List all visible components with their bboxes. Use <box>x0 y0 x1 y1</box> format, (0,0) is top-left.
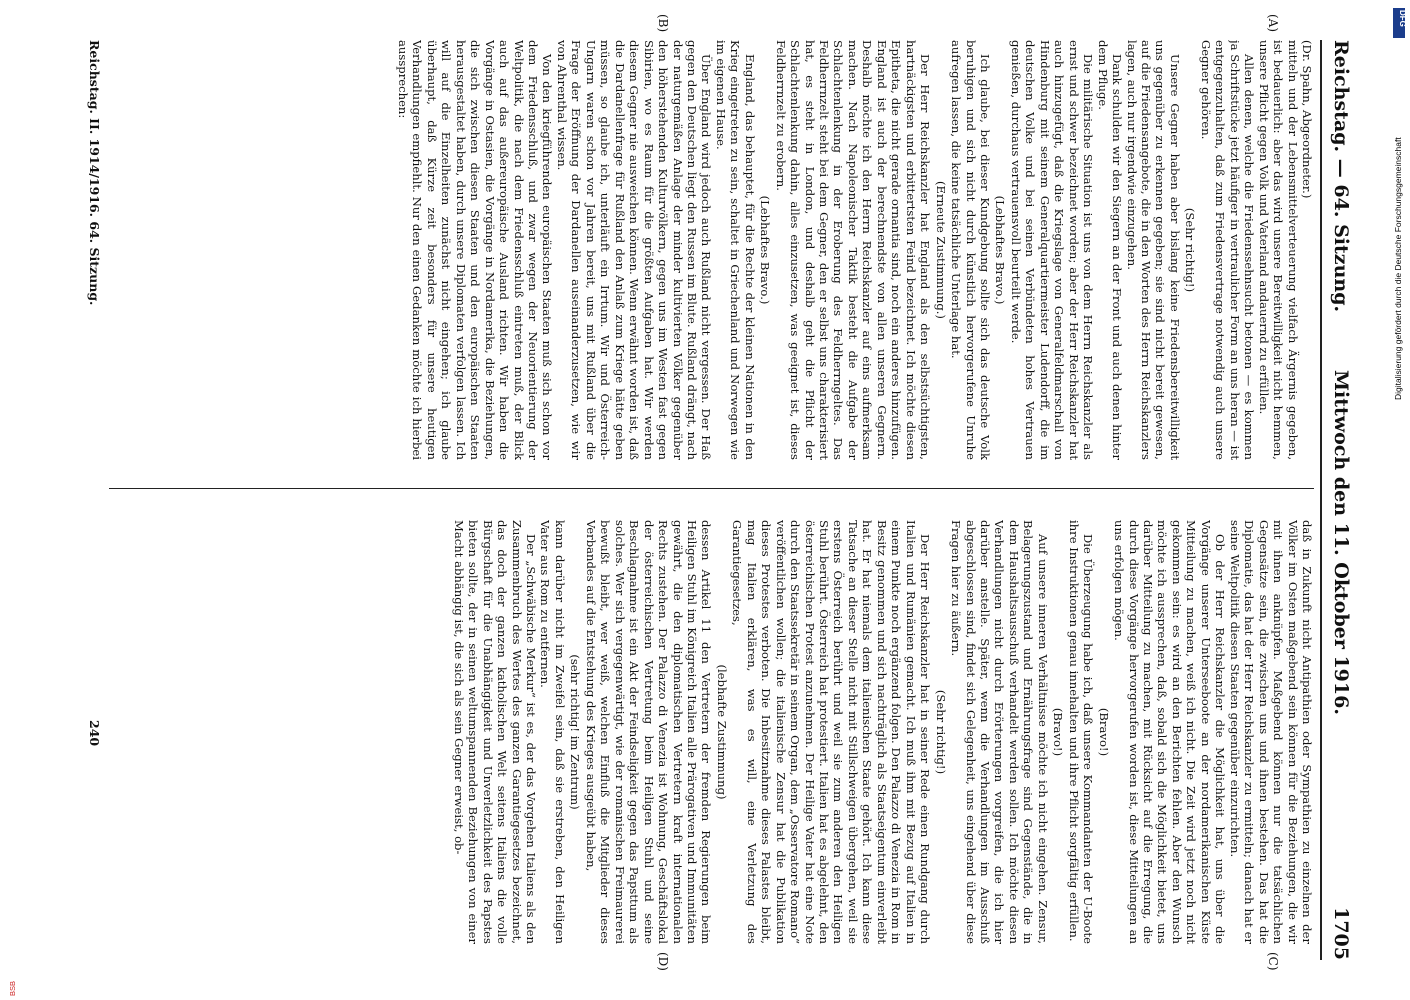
margin-mark-c: (C) <box>1266 952 1280 971</box>
header-center: Mittwoch den 11. Oktober 1916. <box>1330 370 1352 715</box>
interjection: (lebhafte Zustimmung) <box>714 664 729 800</box>
right-column <box>109 520 1314 944</box>
header-page-number: 1705 <box>1330 907 1352 960</box>
page-footer-signature: 240 <box>87 720 102 747</box>
page-footer-left: Reichstag. II. 1914/1916. 64. Sitzung. <box>87 40 102 306</box>
interjection: (Bravo!) <box>1051 707 1066 757</box>
page-header <box>1324 40 1352 960</box>
dfg-credit-text: Digitalisierung gefördert durch die Deutsche Forschungsgemeinschaft <box>1393 137 1403 400</box>
column-divider <box>109 488 1314 489</box>
paragraph: dessen Artikel 11 den Vertretern der fremden Regierungen beim Heiligen Stuhl im Königreich Italien alle Prärogativen und Immunitäten gewährt, die den diplomatischen Vertretern kraft internationalen Rechts zustehen. Der Palazzo di Venezia ist Wohnung, Geschäftslokal der österreichischen Vertretung beim Heiligen Stuhl und seine Beschlagnahme ist ein Akt der Feindseligkeit gegen das Papsttum als solches. Wer sich vergegenwärtigt, wie der romanischen Freimaurerei bewußt bleibt, wer weiß, welchen Einfluß die Mitglieder dieses Verbandes auf die Entstehung des Krieges ausgeübt haben, <box>583 520 714 944</box>
header-left: Reichstag. — 64. Sitzung. <box>1330 40 1352 313</box>
paragraph: Unsere Gegner haben aber bislang keine Friedensbereitwilligkeit uns gegenüber zu erkennen gegeben; sie sind nicht bereit gewesen, auf die Friedensangebote, die in den Worten des Herrn Reichskanzlers lagen, auch nur irgendwie einzugehen. <box>1124 40 1182 460</box>
paragraph: Dank schulden wir den Siegern an der Front und auch denen hinter dem Pfluge. <box>1095 40 1125 460</box>
interjection: (Sehr richtig!) <box>1183 207 1198 293</box>
margin-mark-a: (A) <box>1266 14 1280 33</box>
interjection: (Lebhaftes Bravo.) <box>758 195 773 305</box>
interjection: (Sehr richtig!) <box>933 689 948 775</box>
bsb-mark: BSB <box>8 980 17 996</box>
paragraph: Über England wird jedoch auch Rußland nicht vergessen. Der Haß gegen den Deutschen liegt den Russen im Blute. Rußland drängt, nach der naturgemäßen Anlage der minder kultivierten Völker gegenüber den höherstehenden Kulturvölkern, gegen uns im Westen fast gegen Sibirien, wo es Raum für die größten Aufgaben hat. Wir werden diesem Gegner nie ausweichen können. Wenn erwähnt worden ist, daß die Dardanellenfrage für Rußland den Anlaß zum Kriege hätte geben müssen, so glaube ich, unterläuft ein Irrtum. Wir und Österreich-Ungarn waren schon vor Jahren bereit, uns mit Rußland über die Frage der Eröffnung der Dardanellen auseinanderzusetzen, wie wir von Ahrenthal wissen. <box>554 40 714 460</box>
left-column <box>109 40 1314 460</box>
interjection: (Bravo!) <box>1096 707 1111 757</box>
paragraph: Der „Schwäbische Merkur“ ist es, der das Vorgehen Italiens als den Zusammenbruch des Wertes des ganzen Garantiegesetzes bezeichnet, das doch der ganzen katholischen Welt seitens Italiens die volle Bürgschaft für die Unabhängigkeit und Unverletzlichkeit des Papstes bieten sollte, der in seinen weltumspannenden Beziehungen von einer Macht abhängig ist, die sich als sein Gegner erweist, ob- <box>451 520 538 944</box>
paragraph: Allen denen, welche die Friedenssehnsucht betonen — es kommen ja Schriftstücke jetzt häufiger in vertraulicher Form an uns heran — ist entgegenzuhalten, daß zum Friedensvertrage notwendig auch unsere Gegner gehören. <box>1198 40 1257 460</box>
paragraph: Ich glaube, bei dieser Kundgebung sollte sich das deutsche Volk beruhigen und sich nicht durch künstlich hervorgerufene Unruhe aufregen lassen, die keine tatsächliche Unterlage hat. <box>949 40 993 460</box>
document-page <box>40 0 1370 1000</box>
header-rule <box>1320 40 1322 960</box>
margin-mark-b: (B) <box>656 14 670 33</box>
paragraph: mitteln und der Lebensmittelverteuerung vielfach Ärgernis gegeben, ist bedauerlich: aber das wird unsere Bereitwilligkeit nicht hemmen, unsere Pflicht gegen Volk und Vaterland andauernd zu erfüllen. <box>1256 40 1300 460</box>
margin-mark-d: (D) <box>656 952 670 971</box>
paragraph: Der Herr Reichskanzler hat England als den selbstsüchtigsten, hartnäckigsten und erbittertsten Feind bezeichnet. Ich möchte diesen Epitheta, die nicht gerade ornantia sind, noch ein anderes hinzufügen. England ist auch der berechnendste von allen unseren Gegnern. Deshalb möchte ich den Herrn Reichskanzler auf eins aufmerksam machen. Nach Napoleonischer Taktik besteht die Aufgabe der Schlachtenlenkung in der Eroberung des Feldherrngeltes. Das Feldherrnzelt steht bei dem Gegner, den er selbst uns charakterisiert hat, es steht in London, und deshalb geht die Pflicht der Schlachtenlenkung dahin, alles einzusetzen, was geeignet ist, dieses Feldherrnzelt zu erobern. <box>773 40 933 460</box>
paragraph: Ob der Herr Reichskanzler die Möglichkeit hat, uns über die Vorgänge unserer Unterseeboote an der nordamerikanischen Küste Mitteilung zu machen, weiß ich nicht. Die Zeit wird jetzt noch nicht gekommen sein: es wird an den Berichten fehlen. Aber den Wunsch möchte ich aussprechen, daß, sobald sich die Möglichkeit bietet, uns darüber Mitteilung zu machen, mit Rücksicht auf die Erregung, die durch diese Vorgänge hervorgerufen worden ist, diese Mitteilungen an uns erfolgen mögen. <box>1112 520 1228 944</box>
speaker-label: (Dr. Spahn, Abgeordneter.) <box>1300 40 1314 199</box>
paragraph: Die militärische Situation ist uns von dem Herrn Reichskanzler als ernst und schwer bezeichnet worden; aber der Herr Reichskanzler hat auch hinzugefügt, daß die Kriegslage von Generalfeldmarschall von Hindenburg mit seinem Generalquartiermeister Ludendorff, die im deutschen Volke und bei seinen Verbündeten hohes Vertrauen genießen, durchaus vertrauensvoll beurteilt werde. <box>1008 40 1096 460</box>
interjection: (Erneute Zustimmung.) <box>933 181 948 319</box>
paragraph: England, das behauptet, für die Rechte der kleinen Nationen in den Krieg eingetreten zu sein, schaltet in Griechenland und Norwegen wie im eigenen Hause. <box>713 40 757 460</box>
paragraph: Die Überzeugung habe ich, daß unsere Kommandanten der U-Boote ihre Instruktionen genau innehalten und ihre Pflicht sorgfältig erfüllen. <box>1066 520 1096 944</box>
interjection: (sehr richtig! im Zentrum) <box>568 654 583 810</box>
dfg-logo: DFG <box>1393 8 1405 38</box>
paragraph: daß in Zukunft nicht Antipathien oder Sympathien zu einzelnen der Völker im Osten maßgebend sein können für die Beziehungen, die wir mit ihnen anknüpfen. Maßgebend können nur die tatsächlichen Gegensätze sein, die zwischen uns und ihnen bestehen. Das hat die Diplomatie, das hat der Herr Reichskanzler zu ermitteln; danach hat er seine Weltpolitik diesen Staaten gegenüber einzurichten. <box>1227 520 1314 944</box>
paragraph: Von den kriegführenden europäischen Staaten muß sich schon vor dem Friedensschluß, und zwar wegen der Neuorientierung der Weltpolitik, die nach dem Friedensschluß eintreten muß, der Blick auch auf das außereuropäische Ausland richten. Wir haben die Vorgänge in Ostasien, die Vorgänge in Nordamerika, die Beziehungen, die sich zwischen diesen Staaten und den europäischen Staaten herausgestaltet haben, durch unsere Diplomaten verfolgen lassen. Ich will auf die Einzelheiten zunächst nicht eingehen; ich glaube überhaupt, daß Kürze zeit besonders für unsere heutigen Verhandlungen empfiehlt. Nur den einen Gedanken möchte ich hierbei aussprechen: <box>395 40 555 460</box>
paragraph: kann darüber nicht im Zweifel sein, daß sie erstreben, den Heiligen Vater aus Rom zu entfernen. <box>538 520 567 944</box>
paragraph: Der Herr Reichskanzler hat in seiner Rede einen Rundgang durch Italien und Rumänien gemacht. Ich muß ihm mit Bezug auf Italien in einem Punkte noch ergänzend folgen. Den Palazzo di Venezia in Rom in Besitz genommen und sich nachträglich als Staatseigentum einverleibt hat. Er hat niemals dem italienischen Staate gehört. Ich kann diese Tatsache an dieser Stelle nicht mit Stillschweigen übergehen, weil sie erstens Österreich berührt und weil sie zum anderen den Heiligen Stuhl berührt. Österreich hat protestiert. Italien hat es abgelehnt, den österreichischen Protest anzunehmen. Der Heilige Vater hat eine Note durch den Staatssekretär in seinem Organ, dem „Osservatore Romano“ veröffentlichen wollen; die italienische Zensur hat die Publikation dieses Protestes verboten. Die Inbesitznahme dieses Palastes bleibt, mag Italien erklären, was es will, eine Verletzung des Garantiegesetzes, <box>730 520 933 944</box>
paragraph: Auf unsere inneren Verhältnisse möchte ich nicht eingehen. Zensur, Belagerungszustand und Ernährungsfrage sind Gegenstände, die in dem Haushaltsausschuß verhandelt werden sollen. Ich möchte diesen Verhandlungen nicht durch Erörterungen vorgreifen, die ich hier darüber anstelle. Später, wenn die Verhandlungen im Ausschuß abgeschlossen sind, findet sich Gelegenheit, uns eingehend über diese Fragen hier zu äußern. <box>949 520 1050 944</box>
interjection: (Lebhaftes Bravo.) <box>993 195 1008 305</box>
